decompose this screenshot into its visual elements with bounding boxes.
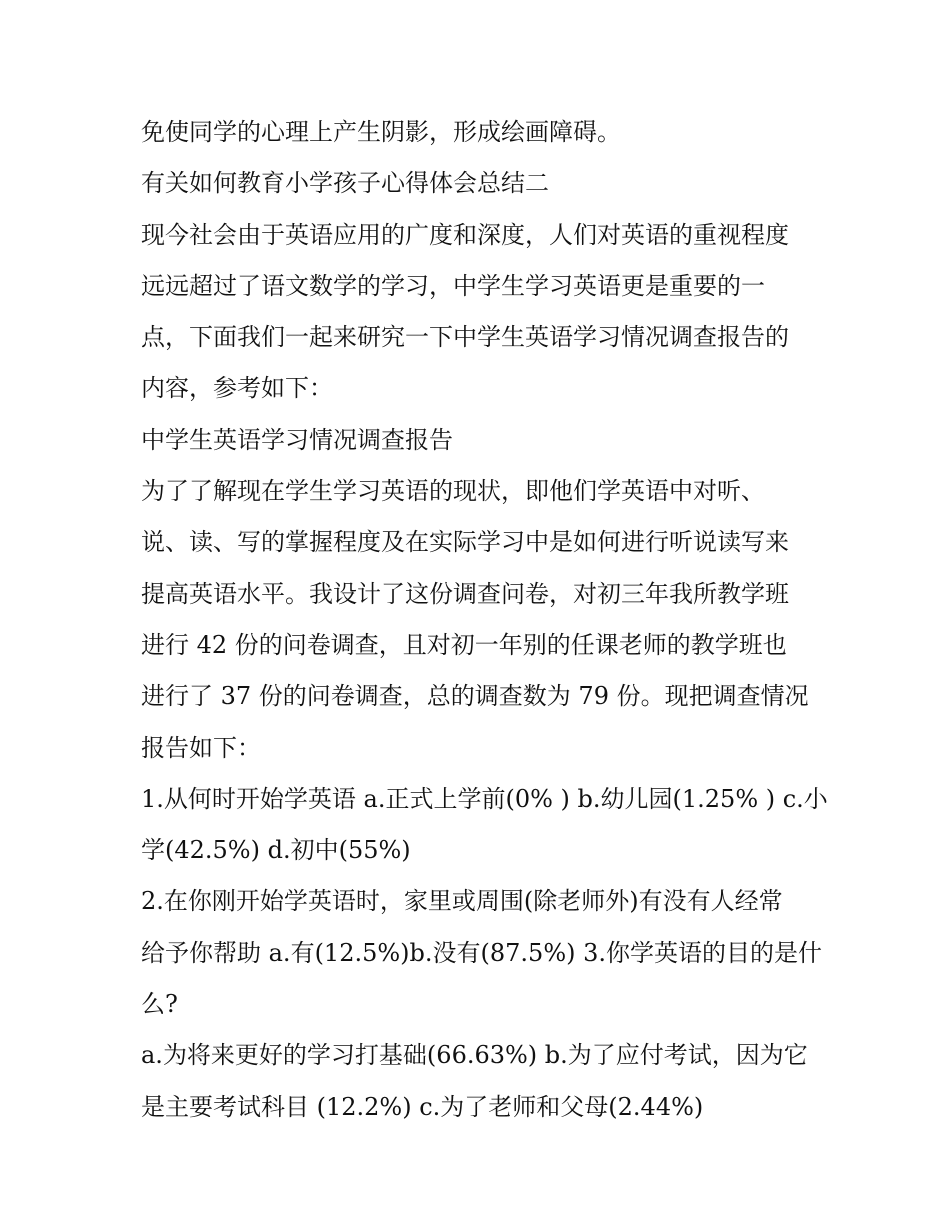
text-line: 说、读、写的掌握程度及在实际学习中是如何进行听说读写来 [141,528,789,557]
text-line: 内容，参考如下： [141,374,333,403]
text-line: 进行了 37 份的问卷调查，总的调查数为 79 份。现把调查情况 [141,682,809,711]
report-title: 中学生英语学习情况调查报告 [141,425,453,454]
survey-question-1: 1.从何时开始学英语 a.正式上学前(0% ) b.幼儿园(1.25% ) c.小 [141,784,828,813]
text-line: 是主要考试科目 (12.2%) c.为了老师和父母(2.44%) [141,1092,704,1121]
text-line: 么? [141,990,178,1019]
survey-question-2: 2.在你刚开始学英语时，家里或周围(除老师外)有没有人经常 [141,887,783,916]
survey-answers-3: a.为将来更好的学习打基础(66.63%) b.为了应付考试，因为它 [141,1041,808,1070]
text-line: 给予你帮助 a.有(12.5%)b.没有(87.5%) 3.你学英语的目的是什 [141,938,823,967]
text-line: 点，下面我们一起来研究一下中学生英语学习情况调查报告的 [141,323,789,352]
text-line: 进行 42 份的问卷调查，且对初一年别的任课老师的教学班也 [141,630,787,659]
text-line: 现今社会由于英语应用的广度和深度，人们对英语的重视程度 [141,220,789,249]
text-line: 提高英语水平。我设计了这份调查问卷，对初三年我所教学班 [141,579,789,608]
text-line: 学(42.5%) d.初中(55%) [141,836,411,865]
section-heading: 有关如何教育小学孩子心得体会总结二 [141,169,549,198]
text-line: 免使同学的心理上产生阴影，形成绘画障碍。 [141,118,621,146]
document-body [141,107,828,1133]
text-line: 为了了解现在学生学习英语的现状，即他们学英语中对听、 [141,477,765,506]
text-line: 报告如下： [141,733,261,762]
text-line: 远远超过了语文数学的学习，中学生学习英语更是重要的一 [141,271,765,300]
